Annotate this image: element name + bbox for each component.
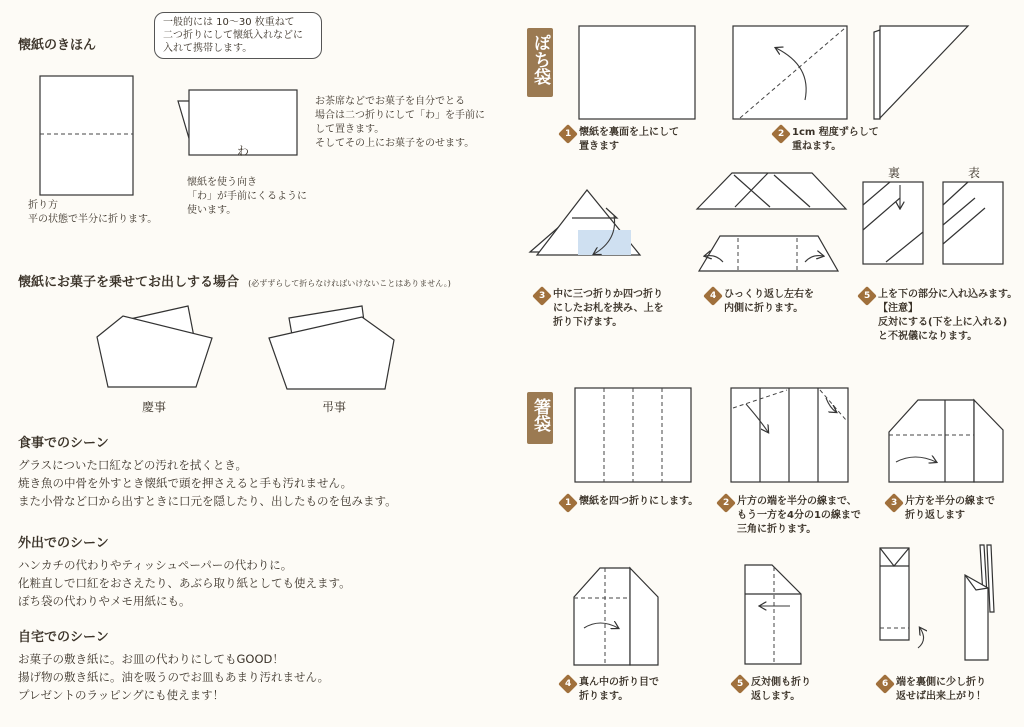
omote-label: 表 [968, 166, 981, 180]
caption-line: そしてその上にお菓子をのせます。 [315, 138, 475, 149]
caption-line: 「わ」が手前にくるように [187, 191, 307, 202]
scene-line: お菓子の敷き紙に。お皿の代わりにしてもGOOD！ [18, 652, 284, 666]
pochi-step-3 [535, 288, 664, 330]
step-number-text: 2 [722, 497, 730, 508]
step-text: 端を裏側に少し折り 返せば出来上がり！ [896, 677, 986, 702]
step-number [875, 674, 895, 694]
hashi-step-4 [561, 676, 659, 704]
scene-title: 外出でのシーン [18, 536, 109, 551]
step-number [884, 493, 904, 513]
step-number [558, 124, 578, 144]
scene-line: ハンカチの代わりやティッシュペーパーの代わりに。 [18, 558, 293, 572]
scene-title: 食事でのシーン [18, 436, 109, 451]
step-text: 上を下の部分に入れ込みます。 【注意】 反対にする(下を上に入れる) と不祝儀になります。 [878, 289, 1018, 342]
hashi-step4-left [574, 568, 630, 665]
step-text: 片方を半分の線まで 折り返します [905, 496, 995, 521]
step-number-text: 2 [777, 128, 785, 139]
scene-line: グラスについた口紅などの汚れを拭くとき。 [18, 458, 247, 472]
tuck-arrow-icon [918, 628, 924, 648]
scene-line: ぽち袋の代わりやメモ用紙にも。 [18, 594, 191, 608]
pochi-triangle [880, 26, 968, 118]
step-number-text: 4 [709, 290, 717, 301]
pochi-step4-bottom [699, 236, 838, 271]
step-number [558, 493, 578, 513]
caption-line: 場合は二つ折りにして「わ」を手前に [315, 110, 485, 121]
hashi-step4-right [630, 568, 658, 665]
step-number-text: 5 [736, 678, 744, 689]
step-number [532, 286, 552, 306]
caption-line: 懐紙を使う向き [187, 177, 257, 188]
hashi-step-1 [561, 495, 698, 510]
hashi-tab-label: 箸袋 [530, 398, 550, 432]
scene-line: 焼き魚の中骨を外すとき懐紙で頭を押さえると手も汚れません。 [18, 476, 353, 490]
hashi-step-2 [719, 495, 861, 537]
caption-line: お茶席などでお菓子を自分でとる [315, 96, 465, 107]
pochi-step-4 [706, 288, 814, 316]
step-number [703, 286, 723, 306]
step-text: 懐紙を四つ折りにします。 [579, 496, 699, 507]
pochi-step2-sheet [733, 26, 847, 119]
bubble-line: 一般的には 10〜30 枚重ねて [163, 17, 295, 28]
hashi-step-5 [733, 676, 811, 704]
keiji-label: 慶事 [142, 400, 167, 414]
serving-title: 懐紙にお菓子を乗せてお出しする場合 [18, 275, 240, 290]
step-text: 反対側も折り 返します。 [751, 677, 811, 702]
step-text: 1cm 程度ずらして 重ねます。 [792, 127, 879, 152]
step-text: ひっくり返し左右を 内側に折ります。 [724, 289, 814, 314]
step-number-text: 3 [890, 497, 898, 508]
hashi-step-3 [887, 495, 995, 523]
ura-label: 裏 [888, 166, 901, 180]
hashi-step3-right [974, 400, 1003, 482]
bubble-line: 二つ折りにして懐紙入れなどに [163, 30, 303, 41]
pochi-step1-sheet [579, 26, 695, 119]
caption-line: 折り方 [28, 200, 58, 211]
step-number-text: 1 [564, 128, 572, 139]
hashi-step-6 [878, 676, 986, 704]
pochi-step-1 [561, 126, 679, 154]
step-number [716, 493, 736, 513]
choji-label: 弔事 [322, 400, 347, 414]
step-text: 片方の端を半分の線まで、 もう一方を4分の1の線まで 三角に折ります。 [737, 496, 861, 535]
hashi-step5-sheet [745, 565, 801, 664]
step-number-text: 1 [564, 497, 572, 508]
pochi-tab-label: ぽち袋 [530, 34, 550, 85]
step-number-text: 5 [863, 290, 871, 301]
scene-title: 自宅でのシーン [18, 630, 109, 645]
hashi-step6-envelope [880, 548, 909, 640]
step-number [771, 124, 791, 144]
pochi-step4-top [697, 173, 846, 209]
scene-line: プレゼントのラッピングにも使えます！ [18, 688, 225, 702]
serving-note: (必ずずらして折らなければいけないことはありません。) [248, 279, 451, 288]
step-number [558, 674, 578, 694]
caption-line: 使います。 [187, 205, 237, 216]
scene-line: 化粧直しで口紅をおさえたり、あぶら取り紙としても使えます。 [18, 576, 351, 590]
scene-line: 揚げ物の敷き紙に。油を吸うのでお皿もあまり汚れません。 [18, 670, 330, 684]
step-number-text: 6 [881, 678, 889, 689]
hashi-step3-sheet [889, 400, 974, 482]
caption-line: して置きます。 [315, 124, 385, 135]
offset-layer [874, 30, 880, 119]
step-text: 懐紙を裏面を上にして 置きます [579, 127, 679, 152]
scene-line: また小骨など口から出すときに口元を隠したり、出したものを包みます。 [18, 494, 397, 508]
step-text: 中に三つ折りか四つ折り にしたお札を挟み、上を 折り下げます。 [553, 289, 664, 328]
step-number [857, 286, 877, 306]
pochi-step-5 [860, 288, 1017, 344]
caption-line: 平の状態で半分に折ります。 [28, 214, 158, 225]
pochi-front-view [943, 182, 1003, 264]
step-text: 真ん中の折り目で 折ります。 [579, 677, 659, 702]
bill-insert [578, 230, 631, 255]
finished-hashi-bukuro [965, 575, 988, 660]
pochi-step-2 [774, 126, 879, 154]
basics-title: 懐紙のきほん [18, 38, 97, 53]
step-number-text: 3 [538, 290, 546, 301]
bubble-line: 入れて携帯します。 [163, 43, 253, 54]
wa-mark: わ [237, 144, 250, 158]
step-number-text: 4 [564, 678, 572, 689]
step-number [730, 674, 750, 694]
